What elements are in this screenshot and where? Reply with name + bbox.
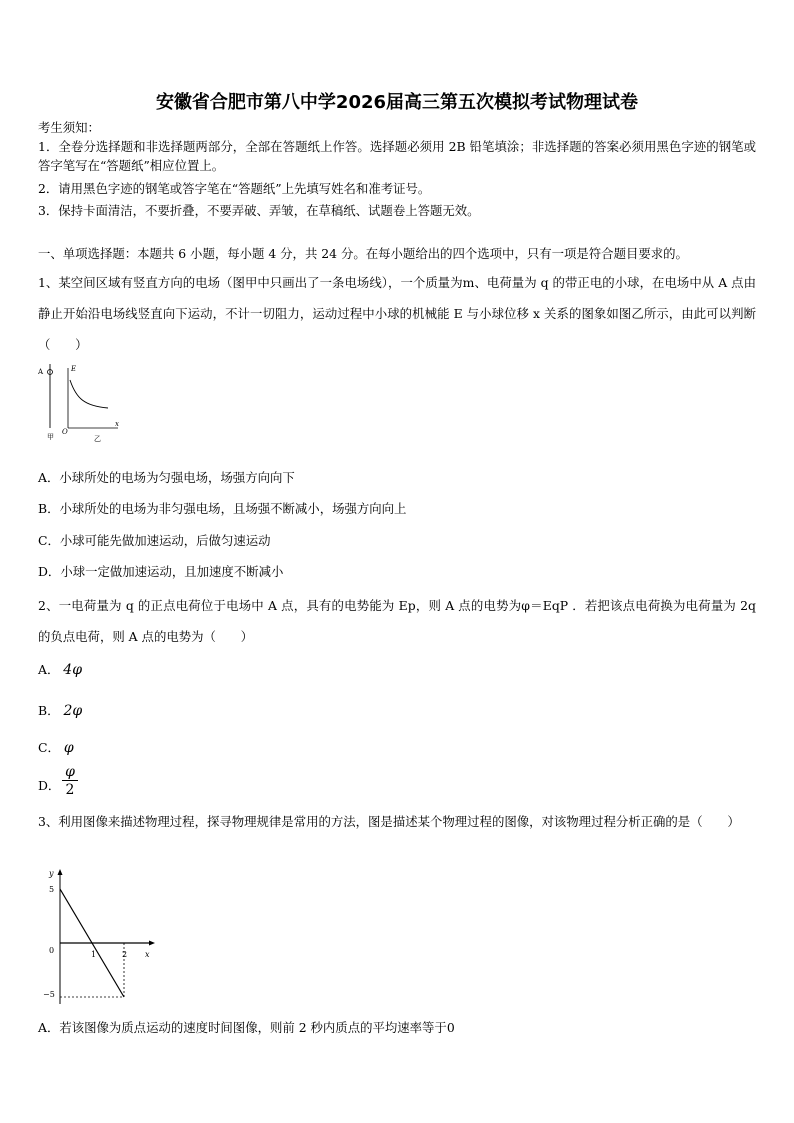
option-expression: 2φ (63, 703, 83, 719)
question-1-option-d: D．小球一定做加速运动，且加速度不断减小 (38, 564, 284, 579)
option-expression: φ (63, 740, 74, 756)
option-expression: 4φ (63, 662, 83, 678)
fig1-origin-label: O (62, 428, 68, 436)
x-tick-1: 1 (91, 950, 97, 959)
question-3-stem: 3、利用图像来描述物理过程，探寻物理规律是常用的方法，图是描述某个物理过程的图像，对该物理过程分析正确的是（ ） (38, 814, 740, 829)
notice-item-3: 3．保持卡面清洁，不要折叠，不要弄破、弄皱，在草稿纸、试题卷上答题无效。 (38, 203, 480, 218)
y-tick-0: 0 (49, 946, 55, 955)
question-2-stem: 2、一电荷量为 q 的正点电荷位于电场中 A 点，具有的电势能为 Ep，则 A 点的电势为φ＝EqP ．若把该点电荷换为电荷量为 2q 的负点电荷，则 A 点的电势为（ ） (38, 598, 756, 644)
question-3-chart (40, 866, 160, 1006)
option-letter: C． (38, 740, 60, 755)
question-1-option-b: B．小球所处的电场为非匀强电场，且场强不断减小，场强方向向上 (38, 501, 407, 516)
question-1-option-a: A．小球所处的电场为匀强电场，场强方向向下 (38, 470, 295, 485)
question-2-option-b (38, 701, 82, 719)
fig1-yi-label: 乙 (94, 435, 101, 443)
fraction-denominator: 2 (65, 782, 75, 798)
question-1-option-c: C．小球可能先做加速运动，后做匀速运动 (38, 533, 271, 548)
section-heading: 一、单项选择题：本题共 6 小题，每小题 4 分，共 24 分。在每小题给出的四个选项中，只有一项是符合题目要求的。 (38, 246, 688, 261)
fig1-e-label: E (71, 365, 77, 373)
y-axis-label: y (49, 869, 54, 878)
x-tick-2: 2 (122, 950, 128, 959)
fig1-point-a-label: A (38, 368, 44, 376)
notice-item-2: 2．请用黑色字迹的钢笔或答字笔在“答题纸”上先填写姓名和准考证号。 (38, 181, 431, 196)
question-2-option-a (38, 660, 82, 678)
y-axis-arrow (58, 869, 63, 875)
x-axis-label: x (145, 950, 150, 959)
option-d-fraction (62, 764, 78, 799)
question-1-stem: 1、某空间区域有竖直方向的电场（图甲中只画出了一条电场线），一个质量为m、电荷量为 q 的带正电的小球，在电场中从 A 点由静止开始沿电场线竖直向下运动，不计一切阻力，运动过程中小球的机械能 E 与小球位移 x 关系的图象如图乙所示，由此可以判断（ ） (38, 275, 756, 352)
question-1-figure (38, 362, 122, 444)
page-title: 安徽省合肥市第八中学2026届高三第五次模拟考试物理试卷 (155, 92, 639, 113)
x-axis-arrow (149, 941, 155, 946)
question-2-option-c (38, 738, 74, 756)
fig1-energy-curve (70, 380, 108, 408)
option-letter: D． (38, 778, 61, 793)
fig1-x-label: x (115, 420, 119, 428)
option-letter: B． (38, 703, 60, 718)
question-2-option-d (38, 776, 60, 794)
fig1-jia-label: 甲 (47, 433, 54, 441)
notice-item-1: 1．全卷分选择题和非选择题两部分，全部在答题纸上作答。选择题必须用 2B 铅笔填涂；非选择题的答案必须用黑色字迹的钢笔或答字笔写在“答题纸”相应位置上。 (38, 139, 756, 173)
y-tick-5: 5 (49, 885, 55, 894)
question-3-option-a: A．若该图像为质点运动的速度时间图像，则前 2 秒内质点的平均速率等于0 (38, 1020, 455, 1035)
fraction-numerator: φ (62, 764, 78, 781)
y-tick-neg5: −5 (43, 990, 55, 999)
option-letter: A． (38, 662, 60, 677)
notice-heading: 考生须知： (38, 120, 100, 135)
